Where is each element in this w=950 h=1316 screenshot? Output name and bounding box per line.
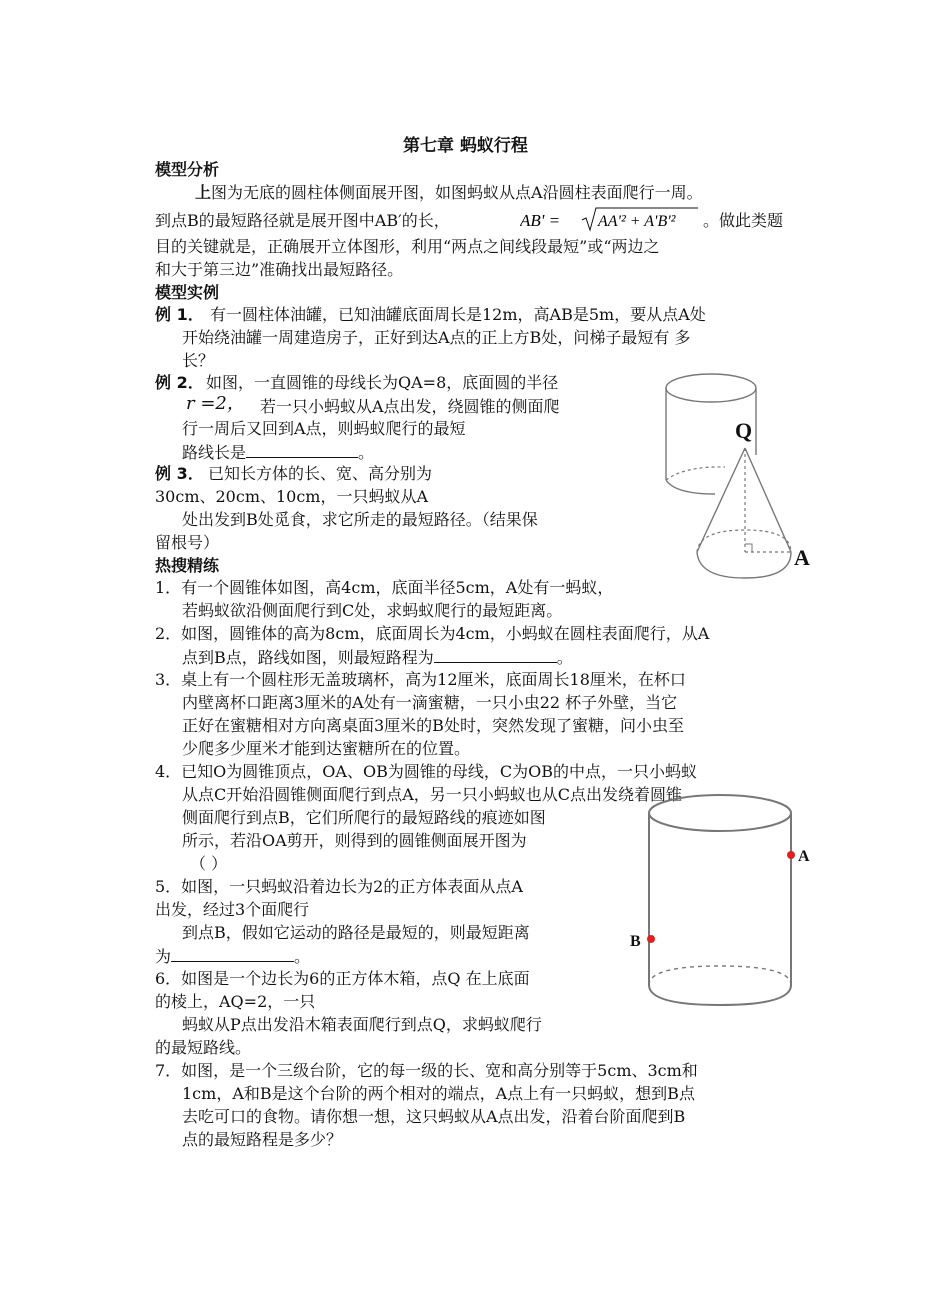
example-3-line-3: 处出发到B处觅食，求它所走的最短路径。（结果保 [182, 510, 538, 529]
practice-4-line-3: 侧面爬行到点B，它们所爬行的最短路线的痕迹如图 [182, 808, 546, 827]
cylinder2-top-ellipse [649, 795, 791, 831]
cylinder-bottom-curve [666, 480, 715, 494]
practice-2-line-2-end: 。 [556, 648, 573, 667]
practice-4-line-2: 从点C开始沿圆锥侧面爬行到点A，另一只小蚂蚁也从C点出发绕着圆锥 [182, 785, 683, 804]
example-3-line-1: 已知长方体的长、宽、高分别为 [208, 464, 433, 483]
practice-1-line-2: 若蚂蚁欲沿侧面爬行到C处，求蚂蚁爬行的最短距离。 [182, 601, 563, 620]
example-3-line-4: 留根号） [155, 533, 220, 552]
practice-5-line-4 [155, 945, 310, 968]
cylinder-bottom-hidden [666, 467, 725, 480]
section-heading-analysis: 模型分析 [155, 160, 220, 179]
practice-5-line-1: 5．如图，一只蚂蚁沿着边长为2的正方体表面从点A [155, 877, 523, 896]
analysis-line-2a: 到点B的最短路径就是展开图中AB′的长， [155, 211, 450, 230]
cylinder2-bottom-back [649, 966, 791, 985]
answer-blank-practice-5[interactable] [171, 945, 294, 962]
practice-3-line-1: 3．桌上有一个圆柱形无盖玻璃杯，高为12厘米，底面周长18厘米，在杯口 [155, 670, 686, 689]
analysis-line-4: 和大于第三边”准确找出最短路径。 [155, 260, 404, 279]
example-2-line-2: 若一只小蚂蚁从A点出发，绕圆锥的侧面爬 [260, 397, 560, 416]
right-angle-mark [745, 544, 752, 552]
answer-blank-example-2[interactable] [246, 441, 358, 458]
cone-base-back [697, 530, 791, 552]
analysis-line-2b: 。做此类题 [703, 211, 784, 230]
svg-text:AB' =: AB' = [520, 211, 561, 230]
analysis-line-1-bold: 上 [195, 183, 212, 202]
example-1-line-1: 有一圆柱体油罐，已知油罐底面周长是12m，高AB是5m，要从点A处 [210, 305, 706, 324]
practice-7-line-1: 7．如图，是一个三级台阶，它的每一级的长、宽和高分别等于5cm、3cm和 [155, 1061, 698, 1080]
practice-5-line-2: 出发，经过3个面爬行 [155, 900, 310, 919]
section-heading-examples: 模型实例 [155, 283, 220, 302]
figure-cylinder-ab [625, 785, 825, 1030]
practice-3-line-3: 正好在蜜糖相对方向离桌面3厘米的B处时，突然发现了蜜糖，问小虫至 [182, 716, 684, 735]
practice-6-line-2: 的棱上，AQ=2，一只 [155, 992, 316, 1011]
page-title: 第七章 蚂蚁行程 [403, 136, 528, 156]
formula-graphic [520, 206, 700, 234]
practice-2-line-2-text: 点到B点，路线如图，则最短路程为 [182, 648, 434, 667]
example-2-radius: r =2， [186, 393, 245, 414]
practice-2-line-1: 2．如图，圆锥体的高为8cm，底面周长为4cm，小蚂蚁在圆柱表面爬行，从A [155, 624, 710, 643]
example-3-line-2: 30cm、20cm、10cm，一只蚂蚁从A [155, 487, 429, 506]
practice-4-line-1: 4．已知O为圆锥顶点，OA、OB为圆锥的母线，C为OB的中点，一只小蚂蚁 [155, 762, 697, 781]
practice-6-line-1: 6．如图是一个边长为6的正方体木箱，点Q 在上底面 [155, 969, 530, 988]
example-3-label: 例 3． [155, 464, 204, 483]
example-2-line-3: 行一周后又回到A点，则蚂蚁爬行的最短 [182, 419, 466, 438]
section-heading-practice: 热搜精练 [155, 556, 220, 575]
practice-1-line-1: 1．有一个圆锥体如图，高4cm，底面半径5cm，A处有一蚂蚁， [155, 578, 614, 597]
analysis-line-1-text: 图为无底的圆柱体侧面展开图，如图蚂蚁从点A沿圆柱表面爬行一周。 [211, 183, 703, 202]
practice-4-line-4: 所示，若沿OA剪开，则得到的圆锥侧面展开图为 [182, 831, 527, 850]
practice-6-line-4: 的最短路线。 [155, 1038, 252, 1057]
label-a2: A [798, 848, 810, 865]
label-b2: B [630, 933, 641, 950]
practice-5-line-4-text: 为 [155, 947, 172, 966]
practice-7-line-4: 点的最短路程是多少？ [182, 1130, 343, 1149]
figure-cylinder-cone [655, 360, 825, 590]
point-a [787, 851, 795, 859]
example-1-line-3: 长？ [182, 351, 215, 370]
example-1-label: 例 1． [155, 305, 204, 324]
practice-7-line-3: 去吃可口的食物。请你想一想，这只蚂蚁从A点出发，沿着台阶面爬到B [182, 1107, 686, 1126]
example-2-label: 例 2． [155, 373, 204, 392]
analysis-line-3: 目的关键就是，正确展开立体图形，利用“两点之间线段最短”或“两边之 [155, 237, 660, 256]
svg-text:AA'² + A'B'²: AA'² + A'B'² [598, 213, 676, 230]
point-b [647, 935, 655, 943]
analysis-formula [520, 206, 700, 240]
cylinder-top-ellipse [666, 374, 756, 402]
cone-left-slant [697, 448, 745, 552]
analysis-line-1 [195, 182, 703, 204]
example-1-line-2: 开始绕油罐一周建造房子，正好到达A点的正上方B处，问梯子最短有 多 [182, 328, 691, 347]
example-2-line-1: 如图，一直圆锥的母线长为QA=8，底面圆的半径 [206, 373, 559, 392]
practice-3-line-2: 内壁离杯口距离3厘米的A处有一滴蜜糖，一只小虫22 杯子外壁，当它 [182, 693, 678, 712]
practice-3-line-4: 少爬多少厘米才能到达蜜糖所在的位置。 [182, 739, 471, 758]
example-2-line-4-text: 路线长是 [182, 443, 247, 462]
label-a: A [794, 545, 810, 570]
example-2-line-4-end: 。 [358, 443, 375, 462]
cone-base-front [697, 552, 791, 578]
example-2-line-4 [182, 441, 374, 464]
label-q: Q [735, 418, 753, 443]
practice-6-line-3: 蚂蚁从P点出发沿木箱表面爬行到点Q，求蚂蚁爬行 [182, 1015, 542, 1034]
practice-5-line-4-end: 。 [294, 947, 311, 966]
practice-7-line-2: 1cm，A和B是这个台阶的两个相对的端点，A点上有一只蚂蚁，想到B点 [182, 1084, 695, 1103]
answer-blank-practice-2[interactable] [434, 646, 557, 663]
practice-4-line-5: （ ） [190, 854, 228, 873]
cone-right-slant [745, 448, 791, 552]
cylinder2-bottom-front [649, 985, 791, 1005]
practice-2-line-2 [182, 646, 573, 669]
practice-5-line-3: 到点B，假如它运动的路径是最短的，则最短距离 [182, 923, 530, 942]
